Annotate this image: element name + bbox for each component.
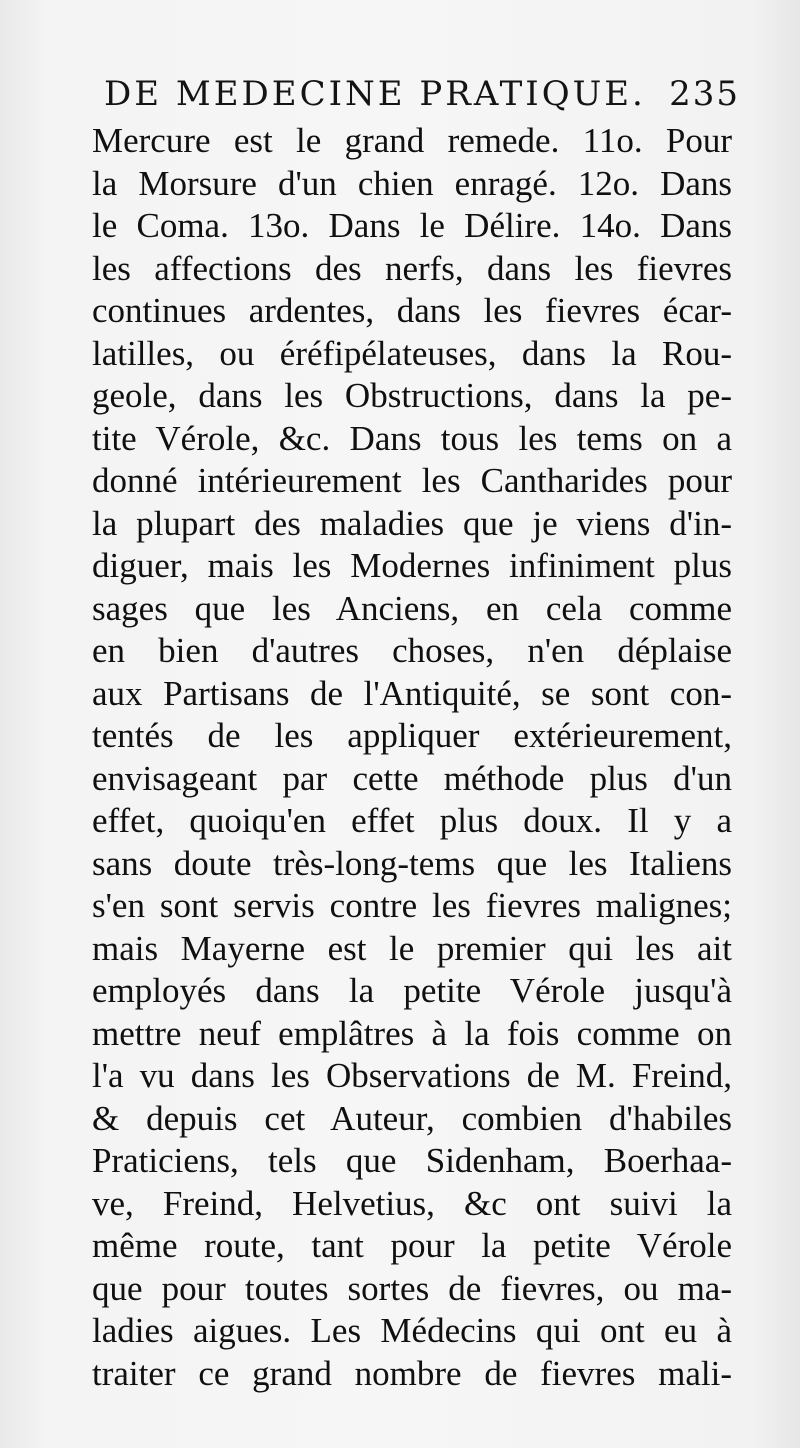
text-line: tite Vérole, &c. Dans tous les tems on a <box>92 418 732 458</box>
text-line: que pour toutes sortes de fievres, ou ma- <box>92 1268 732 1308</box>
text-line: diguer, mais les Modernes infiniment plus <box>92 546 732 585</box>
text-line: envisageant par cette méthode plus d'un <box>92 758 732 798</box>
text-line: ve, Freind, Helvetius, &c ont suivi la <box>92 1183 732 1223</box>
text-line: ladies aigues. Les Médecins qui ont eu à <box>92 1311 732 1350</box>
text-line: donné intérieurement les Cantharides pour <box>92 461 732 500</box>
page-number: 235 <box>669 74 740 114</box>
text-line: le Coma. 13o. Dans le Délire. 14o. Dans <box>92 206 732 245</box>
text-line: sans doute très-long-tems que les Italiens <box>92 843 732 883</box>
text-line: traiter ce grand nombre de fievres mali- <box>92 1353 732 1393</box>
text-line: latilles, ou éréfipélateuses, dans la Rou- <box>92 333 732 373</box>
text-line: la plupart des maladies que je viens d'in- <box>92 503 732 543</box>
text-line: même route, tant pour la petite Vérole <box>92 1226 732 1265</box>
text-line: l'a vu dans les Observations de M. Freind, <box>92 1056 732 1095</box>
text-line: geole, dans les Obstructions, dans la pe- <box>92 376 732 415</box>
text-line: employés dans la petite Vérole jusqu'à <box>92 971 732 1010</box>
text-line: mettre neuf emplâtres à la fois comme on <box>92 1013 732 1053</box>
text-line: tentés de les appliquer extérieurement, <box>92 716 732 755</box>
text-line: Praticiens, tels que Sidenham, Boerhaa- <box>92 1141 732 1180</box>
text-line: & depuis cet Auteur, combien d'habiles <box>92 1098 732 1138</box>
text-line: mais Mayerne est le premier qui les ait <box>92 928 732 968</box>
text-line: Mercure est le grand remede. 11o. Pour <box>92 121 732 160</box>
running-head: DE MEDECINE PRATIQUE. <box>104 74 646 114</box>
text-line: continues ardentes, dans les fievres écar- <box>92 291 732 330</box>
body-text <box>92 120 732 1395</box>
text-line: effet, quoiqu'en effet plus doux. Il y a <box>92 801 732 840</box>
text-line: la Morsure d'un chien enragé. 12o. Dans <box>92 163 732 203</box>
text-line: aux Partisans de l'Antiquité, se sont con- <box>92 673 732 713</box>
page-header <box>104 72 744 122</box>
text-line: en bien d'autres choses, n'en déplaise <box>92 631 732 670</box>
text-line: sages que les Anciens, en cela comme <box>92 588 732 628</box>
text-line: les affections des nerfs, dans les fievres <box>92 248 732 288</box>
text-line: s'en sont servis contre les fievres malignes; <box>92 886 732 925</box>
